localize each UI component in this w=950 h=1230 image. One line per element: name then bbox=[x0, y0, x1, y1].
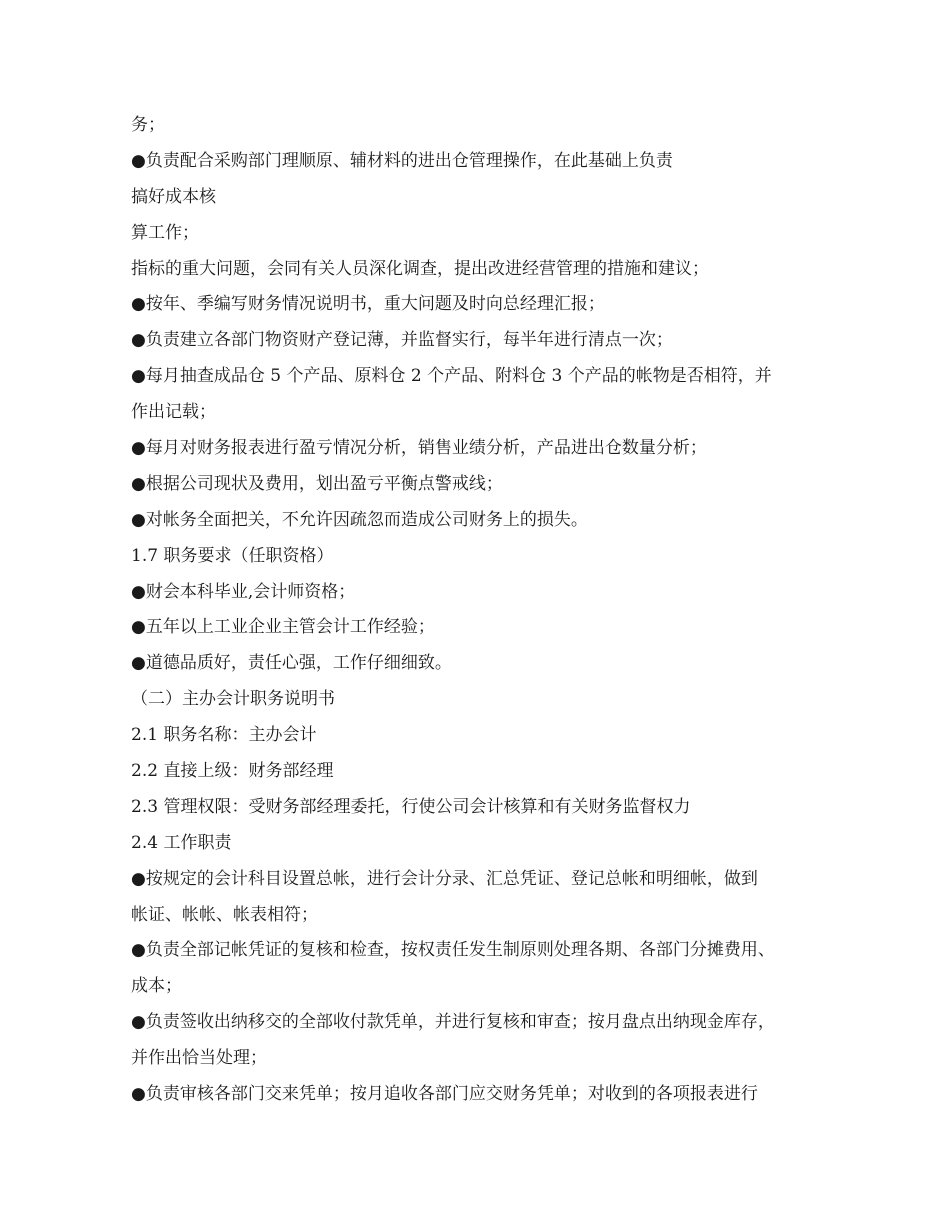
bullet-item: ●负责审核各部门交来凭单；按月追收各部门应交财务凭单；对收到的各项报表进行 bbox=[131, 1084, 758, 1105]
section-heading: 2.4 工作职责 bbox=[131, 832, 232, 853]
text-line: 帐证、帐帐、帐表相符； bbox=[131, 904, 318, 925]
bullet-item: ●每月抽查成品仓 5 个产品、原料仓 2 个产品、附料仓 3 个产品的帐物是否相符，并 bbox=[131, 366, 772, 387]
bullet-item: ●道德品质好，责任心强，工作仔细细致。 bbox=[131, 653, 452, 674]
text-line: 并作出恰当处理； bbox=[131, 1048, 267, 1069]
bullet-item: ●根据公司现状及费用，划出盈亏平衡点警戒线； bbox=[131, 473, 503, 494]
bullet-item: ●按年、季编写财务情况说明书，重大问题及时向总经理汇报； bbox=[131, 294, 605, 315]
bullet-item: ●按规定的会计科目设置总帐，进行会计分录、汇总凭证、登记总帐和明细帐，做到 bbox=[131, 868, 758, 889]
bullet-item: ●负责配合采购部门理顺原、辅材料的进出仓管理操作，在此基础上负责 bbox=[131, 150, 673, 171]
section-heading: （二）主办会计职务说明书 bbox=[131, 689, 335, 710]
text-line: 算工作； bbox=[131, 222, 199, 243]
section-heading: 2.1 职务名称：主办会计 bbox=[131, 725, 317, 746]
bullet-item: ●负责签收出纳移交的全部收付款凭单，并进行复核和审查；按月盘点出纳现金库存， bbox=[131, 1012, 775, 1033]
section-heading: 2.2 直接上级：财务部经理 bbox=[131, 761, 334, 782]
bullet-item: ●每月对财务报表进行盈亏情况分析，销售业绩分析，产品进出仓数量分析； bbox=[131, 438, 707, 459]
section-heading: 1.7 职务要求（任职资格） bbox=[131, 545, 334, 566]
bullet-item: ●对帐务全面把关，不允许因疏忽而造成公司财务上的损失。 bbox=[131, 509, 588, 530]
bullet-item: ●负责全部记帐凭证的复核和检查，按权责任发生制原则处理各期、各部门分摊费用、 bbox=[131, 940, 775, 961]
text-line: 指标的重大问题，会同有关人员深化调查，提出改进经营管理的措施和建议； bbox=[131, 258, 709, 279]
text-line: 作出记载； bbox=[131, 402, 216, 423]
bullet-item: ●负责建立各部门物资财产登记薄，并监督实行，每半年进行清点一次； bbox=[131, 330, 673, 351]
text-line: 务； bbox=[131, 115, 165, 135]
bullet-item: ●五年以上工业企业主管会计工作经验； bbox=[131, 617, 435, 638]
text-line: 成本； bbox=[131, 976, 182, 997]
document-body bbox=[131, 108, 831, 1113]
text-line: 搞好成本核 bbox=[131, 186, 216, 207]
bullet-item: ●财会本科毕业,会计师资格； bbox=[131, 581, 356, 602]
section-heading: 2.3 管理权限：受财务部经理委托，行使公司会计核算和有关财务监督权力 bbox=[131, 796, 691, 817]
